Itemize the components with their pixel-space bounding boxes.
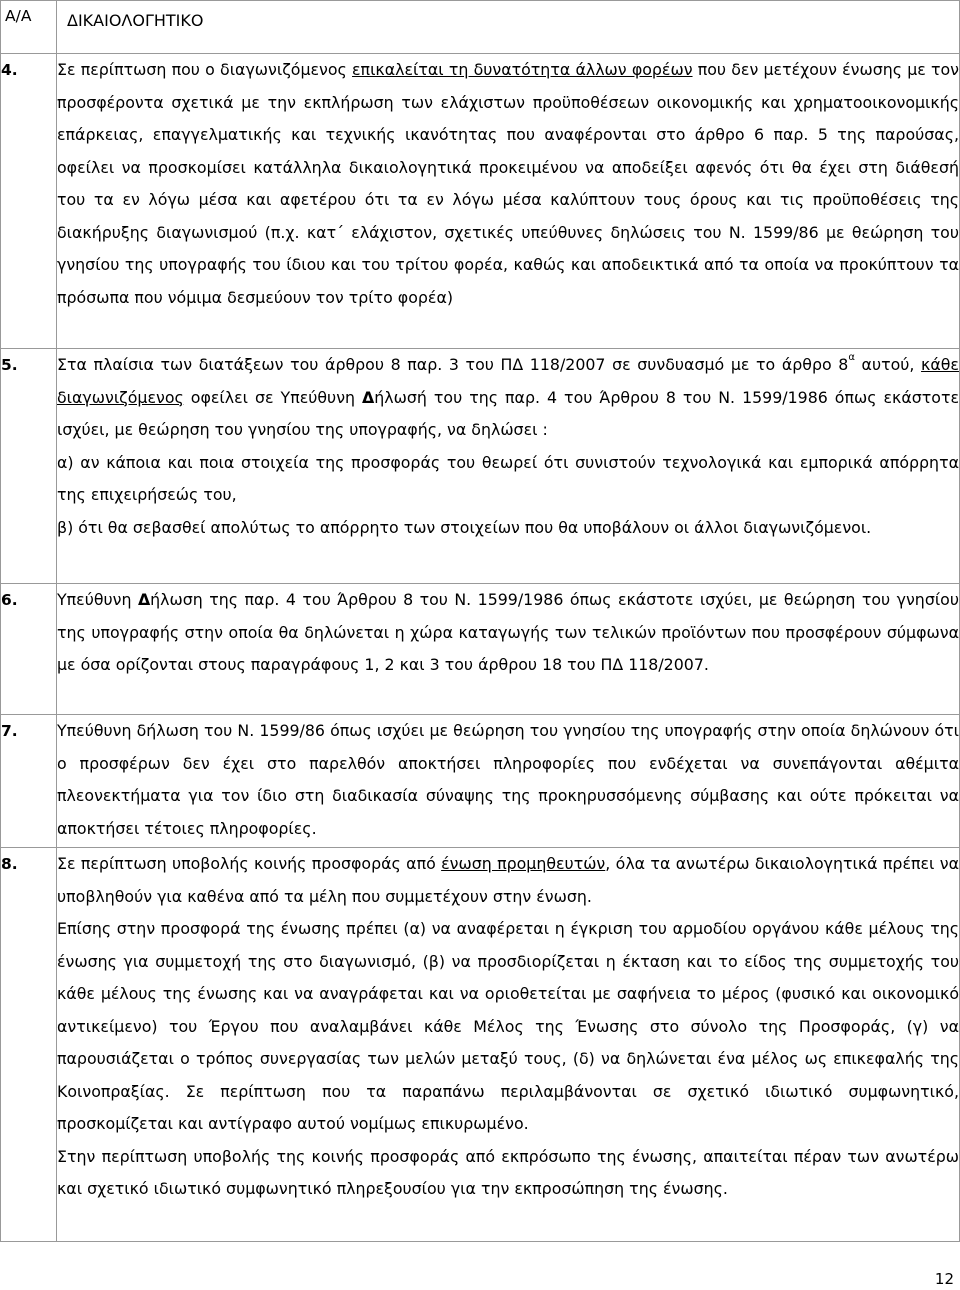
row-paragraph	[57, 54, 959, 314]
row-paragraph: α) αν κάποια και ποια στοιχεία της προσφοράς του θεωρεί ότι συνιστούν τεχνολογικά και εμπορικά απόρρητα της επιχειρήσεώς του,	[57, 452, 959, 504]
row-number: 4.	[1, 54, 57, 349]
text-span: οφείλει σε Υπεύθυνη	[183, 387, 363, 407]
row-paragraph	[57, 848, 959, 913]
row-number: 7.	[1, 715, 57, 848]
row-number: 5.	[1, 349, 57, 584]
table-row	[1, 349, 960, 584]
bold-letter: Δ	[362, 387, 375, 407]
row-text	[57, 349, 960, 584]
row-text	[57, 584, 960, 715]
row-text	[57, 715, 960, 848]
table-header-row	[1, 1, 960, 54]
page-number: 12	[934, 1270, 954, 1288]
superscript: α	[848, 352, 855, 363]
table-row	[1, 848, 960, 1242]
row-paragraph	[57, 349, 959, 447]
bold-letter: Δ	[137, 590, 151, 609]
row-number: 8.	[1, 848, 57, 1242]
text-span: αυτού,	[854, 355, 922, 374]
row-paragraph	[57, 584, 959, 682]
text-span: Σε περίπτωση υποβολής κοινής προσφοράς από	[57, 854, 442, 873]
row-paragraph: β) ότι θα σεβασθεί απολύτως το απόρρητο των στοιχείων που θα υποβάλουν οι άλλοι διαγωνιζόμενοι.	[57, 517, 872, 537]
underlined-term: ένωση προμηθευτών	[441, 854, 606, 873]
text-span: Υπεύθυνη	[57, 590, 138, 609]
underlined-term: κάθε διαγωνιζόμενος	[57, 355, 959, 407]
header-number-label: Α/Α	[1, 1, 57, 54]
table-row	[1, 584, 960, 715]
text-span: ήλωση της παρ. 4 του Άρθρου 8 του Ν. 1599/1986 όπως εκάστοτε ισχύει, με θεώρηση του γνησίου της υπογραφής στην οποία θα δηλώνεται η χώρα καταγωγής των τελικών προϊόντων που προσφέρουν σύμφωνα με όσα ορίζονται στους παραγράφους 1, 2 και 3 του άρθρου 18 του ΠΔ 118/2007.	[57, 590, 959, 674]
row-paragraph: Επίσης στην προσφορά της ένωσης πρέπει (α) να αναφέρεται η έγκριση του αρμοδίου οργάνου κάθε μέλους της ένωσης για συμμετοχή της στο διαγωνισμό, (β) να προσδιορίζεται η έκταση και το είδος της συμμετοχής του κάθε μέλους της ένωσης και να αναγράφεται και να οριοθετείται με σαφήνεια το μέρος (φυσικό και οικονομικό αντικείμενο) του Έργου που αναλαμβάνει κάθε Μέλος της Ένωσης στο σύνολο της Προσφοράς, (γ) να παρουσιάζεται ο τρόπος συνεργασίας των μελών μεταξύ τους, (δ) να δηλώνεται ένα μέλος ως επικεφαλής της Κοινοπραξίας. Σε περίπτωση που τα παραπάνω περιλαμβάνονται σε σχετικό ιδιωτικό συμφωνητικό, προσκομίζεται και αντίγραφο αυτού νομίμως επικυρωμένο.	[57, 919, 959, 1133]
underlined-term: επικαλείται τη δυνατότητα άλλων φορέων	[352, 60, 693, 79]
text-span: Στα πλαίσια των διατάξεων του άρθρου 8 παρ. 3 του ΠΔ 118/2007 σε συνδυασμό με το άρθρο 8	[57, 355, 849, 374]
text-span: ήλωσή του της παρ. 4 του Άρθρου 8 του Ν. 1599/1986 όπως εκάστοτε ισχύει, με θεώρηση του γνησίου της υπογραφής, να δηλώσει :	[57, 387, 959, 439]
row-paragraph: Υπεύθυνη δήλωση του Ν. 1599/86 όπως ισχύει με θεώρηση του γνησίου της υπογραφής στην οποία δηλώνουν ότι ο προσφέρων δεν έχει στο παρελθόν αποκτήσει πληροφορίες που ενδέχεται να συνεπάγονται αθέμιτα πλεονεκτήματα για τον ίδιο στη διαδικασία σύναψης της προκηρυσσόμενης σύμβασης και ούτε πρόκειται να αποκτήσει τέτοιες πληροφορίες.	[57, 721, 959, 838]
text-span: που δεν μετέχουν ένωσης με τον προσφέροντα σχετικά με την εκπλήρωση των ελάχιστων προϋποθέσεων οικονομικής και χρηματοοικονομικής επάρκειας, επαγγελματικής και τεχνικής ικανότητας που αναφέρονται στο άρθρο 6 παρ. 5 της παρούσας, οφείλει να προσκομίσει κατάλληλα δικαιολογητικά προκειμένου να αποδείξει αφενός ότι θα έχει στη διάθεσή του τα εν λόγω μέσα και αφετέρου ότι τα εν λόγω μέσα καλύπτουν τους όρους και τις προϋποθέσεις της διακήρυξης διαγωνισμού (π.χ. κατ΄ ελάχιστον, σχετικές υπεύθυνες δηλώσεις του Ν. 1599/86 με θεώρηση του γνησίου της υπογραφής του ίδιου και του τρίτου φορέα, καθώς και αποδεικτικά από τα οποία να προκύπτουν τα πρόσωπα που νόμιμα δεσμεύουν τον τρίτο φορέα)	[57, 60, 959, 307]
row-paragraph: Στην περίπτωση υποβολής της κοινής προσφοράς από εκπρόσωπο της ένωσης, απαιτείται πέραν των ανωτέρω και σχετικό ιδιωτικό συμφωνητικό πληρεξουσίου για την εκπροσώπηση της ένωσης.	[57, 1146, 959, 1198]
table-row	[1, 715, 960, 848]
row-text	[57, 54, 960, 349]
row-number: 6.	[1, 584, 57, 715]
text-span: , όλα τα ανωτέρω δικαιολογητικά πρέπει να υποβληθούν για καθένα από τα μέλη που συμμετέχουν στην ένωση.	[57, 854, 959, 906]
text-span: Σε περίπτωση που ο διαγωνιζόμενος	[57, 60, 353, 79]
table-row	[1, 54, 960, 349]
header-title: ΔΙΚΑΙΟΛΟΓΗΤΙΚΟ	[57, 1, 960, 54]
row-text	[57, 848, 960, 1242]
